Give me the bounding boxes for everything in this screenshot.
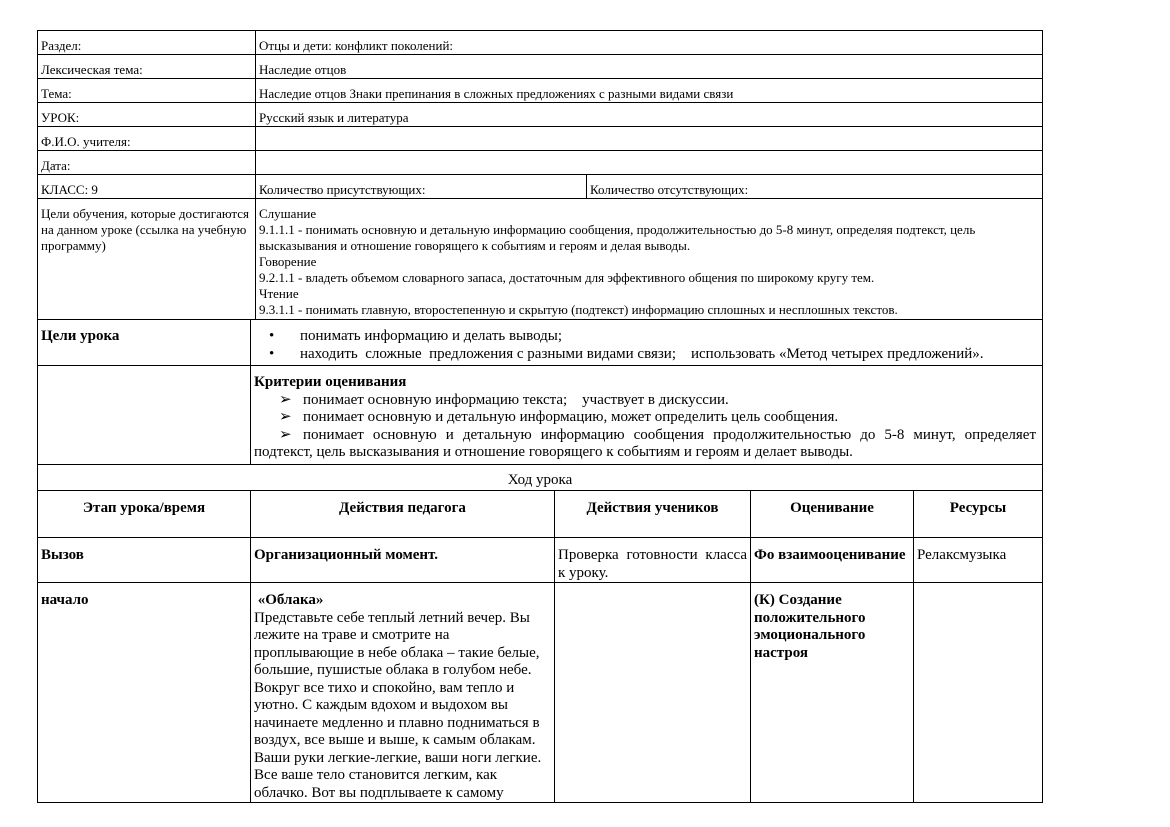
info-label: Лексическая тема:	[38, 55, 256, 79]
teacher-name-field[interactable]	[256, 127, 1043, 151]
goal-heading-reading: Чтение	[259, 286, 299, 301]
student-action-cell	[555, 583, 751, 803]
student-action-cell: Проверка готовности класса к уроку.	[555, 538, 751, 583]
learning-goals-label: Цели обучения, которые достигаются на данном уроке (ссылка на учебную программу)	[38, 199, 256, 320]
assessment-cell: Фо взаимооценивание	[751, 538, 914, 583]
lesson-flow-table	[37, 319, 1043, 803]
class-label: КЛАСС: 9	[38, 175, 256, 199]
list-item-text: находить сложные предложения с разными видами связи; использовать «Метод четырех предложений».	[300, 345, 984, 362]
table-row	[38, 583, 1043, 803]
info-row-teacher-name	[38, 127, 1043, 151]
learning-goals-content	[256, 199, 1043, 320]
info-label: Раздел:	[38, 31, 256, 55]
table-row	[38, 538, 1043, 583]
resources-cell	[914, 583, 1043, 803]
info-value: Наследие отцов	[256, 55, 1043, 79]
teacher-action-cell	[251, 583, 555, 803]
info-label: Дата:	[38, 151, 256, 175]
teacher-action-cell: Организационный момент.	[251, 538, 555, 583]
list-item	[254, 346, 1039, 364]
lesson-goals-list	[254, 328, 1039, 363]
resources-cell: Релаксмузыка	[914, 538, 1043, 583]
lesson-flow-header-row	[38, 491, 1043, 538]
list-item-text: понимать информацию и делать выводы;	[300, 328, 563, 344]
goal-heading-speaking: Говорение	[259, 254, 317, 269]
info-value: Отцы и дети: конфликт поколений:	[256, 31, 1043, 55]
info-label: УРОК:	[38, 103, 256, 127]
info-row-section	[38, 31, 1043, 55]
info-row-class	[38, 175, 1043, 199]
column-header-assessment: Оценивание	[751, 491, 914, 538]
info-label: Тема:	[38, 79, 256, 103]
arrowhead-icon: ➢	[279, 409, 292, 425]
stage-cell: начало	[38, 583, 251, 803]
present-count-label: Количество присутствующих:	[256, 175, 587, 199]
absent-count-label: Количество отсутствующих:	[587, 175, 1043, 199]
info-row-theme	[38, 79, 1043, 103]
column-header-stage: Этап урока/время	[38, 491, 251, 538]
bullet-icon: •	[269, 345, 275, 362]
lesson-goals-row	[38, 320, 1043, 366]
column-header-teacher: Действия педагога	[251, 491, 555, 538]
lesson-flow-title-row	[38, 465, 1043, 491]
criteria-empty-cell	[38, 366, 251, 465]
goal-item: 9.2.1.1 - владеть объемом словарного запаса, достаточным для эффективного общения по широкому кругу тем.	[259, 270, 875, 285]
lesson-plan-document	[37, 30, 1042, 803]
bullet-icon: •	[269, 328, 275, 344]
info-label: Ф.И.О. учителя:	[38, 127, 256, 151]
info-row-date	[38, 151, 1043, 175]
list-item	[254, 328, 1039, 346]
arrowhead-icon: ➢	[279, 426, 292, 443]
assessment-cell: (К) Создание положительного эмоционального настроя	[751, 583, 914, 803]
info-row-lexical-theme	[38, 55, 1043, 79]
criteria-item-text: понимает основную и детальную информацию сообщения продолжительностью до 5-8 минут, определяет подтекст, цель высказывания и отношение говорящего к событиям и героям и делает выводы.	[254, 426, 1037, 460]
column-header-students: Действия учеников	[555, 491, 751, 538]
criteria-item	[254, 427, 1039, 462]
learning-goals-row	[38, 199, 1043, 320]
criteria-item-text: понимает основную информацию текста; участвует в дискуссии.	[303, 391, 729, 408]
stage-cell: Вызов	[38, 538, 251, 583]
exercise-text: Представьте себе теплый летний вечер. Вы лежите на траве и смотрите на проплывающие в небе облака – такие белые, большие, пушистые облака в голубом небе. Вокруг все тихо и спокойно, вам тепло и уютно. С каждым вдохом и выдохом вы начинаете медленно и плавно подниматься в воздух, все выше и выше, к самым облакам. Ваши руки легкие-легкие, ваши ноги легкие. Все ваше тело становится легким, как облачко. Вот вы подплываете к самому	[254, 609, 542, 801]
info-value: Русский язык и литература	[256, 103, 1043, 127]
criteria-item	[254, 409, 1039, 427]
goal-heading-listening: Слушание	[259, 206, 317, 221]
exercise-title: «Облака»	[254, 592, 324, 608]
arrowhead-icon: ➢	[279, 391, 292, 408]
goal-item: 9.1.1.1 - понимать основную и детальную информацию сообщения, продолжительностью до 5-8 минут, определяя подтекст, цель высказывания и отношение говорящего к событиям и героям и делая выводы.	[259, 222, 976, 253]
lesson-info-table	[37, 30, 1043, 320]
lesson-goals-label: Цели урока	[38, 320, 251, 366]
criteria-content	[251, 366, 1043, 465]
goal-item: 9.3.1.1 - понимать главную, второстепенную и скрытую (подтекст) информацию сплошных и несплошных текстов.	[259, 302, 898, 317]
criteria-row	[38, 366, 1043, 465]
lesson-goals-content	[251, 320, 1043, 366]
criteria-item	[254, 392, 1039, 410]
criteria-item-text: понимает основную и детальную информацию, может определить цель сообщения.	[303, 409, 839, 425]
info-row-lesson	[38, 103, 1043, 127]
date-field[interactable]	[256, 151, 1043, 175]
lesson-flow-title: Ход урока	[38, 465, 1043, 491]
info-value: Наследие отцов Знаки препинания в сложных предложениях с разными видами связи	[256, 79, 1043, 103]
column-header-resources: Ресурсы	[914, 491, 1043, 538]
criteria-title: Критерии оценивания	[254, 374, 407, 390]
